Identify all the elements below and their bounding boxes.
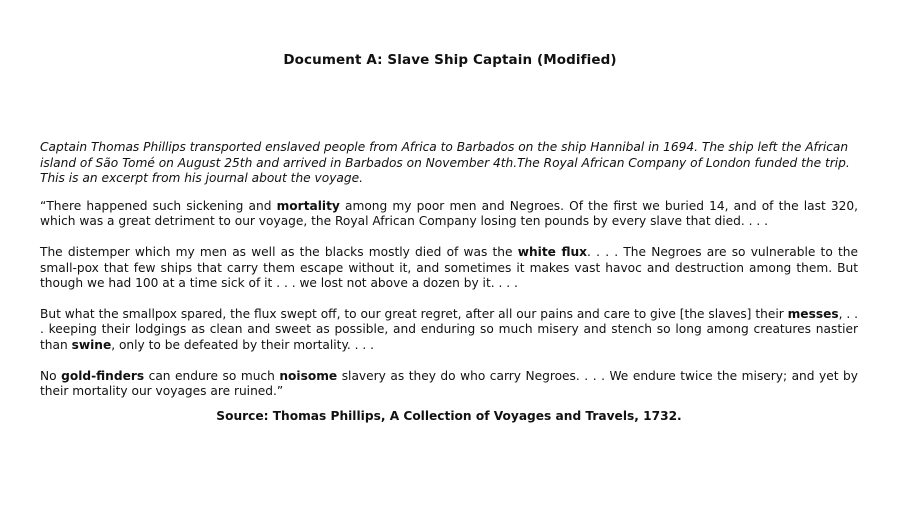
paragraph-2-text-c: . . . . The Negroes are so vulnerable to the small-pox that few ships that carry them escape without it, and sometimes it makes vast havoc and destruction among them. But though we had 100 at a time sick of it . . . we lost not above a dozen by it. . . . [40, 244, 858, 291]
paragraph-1-text-c: among my poor men and Negroes. Of the first we buried 14, and of the last 320, which was a great detriment to our voyage, the Royal African Company losing ten pounds by every slave that died. . . . [40, 198, 858, 229]
paragraph-4-text-c: can endure so much [144, 368, 280, 383]
paragraph-3 [40, 307, 858, 354]
paragraph-2 [40, 245, 858, 292]
document-title: Document A: Slave Ship Captain (Modified) [283, 52, 617, 68]
paragraph-1 [40, 199, 858, 230]
paragraph-4 [40, 369, 858, 400]
term-noisome: noisome [279, 368, 338, 383]
paragraph-3-text-e: , only to be defeated by their mortality. . . . [111, 337, 375, 352]
term-messes: messes [787, 306, 839, 321]
document-body [40, 140, 858, 424]
paragraph-4-text-e: slavery as they do who carry Negroes. . . . We endure twice the misery; and yet by their mortality our voyages are ruined.” [40, 368, 858, 399]
term-gold-finders: gold-finders [61, 368, 145, 383]
term-white-flux: white flux [517, 244, 588, 259]
term-mortality: mortality [276, 198, 340, 213]
source-citation: Source: Thomas Phillips, A Collection of Voyages and Travels, 1732. [216, 408, 682, 423]
term-swine: swine [71, 337, 112, 352]
paragraph-3-text-a: But what the smallpox spared, the flux swept off, to our great regret, after all our pains and care to give [the slaves] their [40, 306, 788, 321]
paragraph-1-text-a: “There happened such sickening and [40, 198, 277, 213]
paragraph-3-text-c: , . . . keeping their lodgings as clean and sweet as possible, and enduring so much misery and stench so long among creatures nastier than [40, 306, 858, 352]
intro-paragraph: Captain Thomas Phillips transported enslaved people from Africa to Barbados on the ship Hannibal in 1694. The ship left the African island of São Tomé on August 25th and arrived in Barbados on November 4th.The Royal African Company of London funded the trip. This is an excerpt from his journal about the voyage. [40, 140, 850, 186]
paragraph-4-text-a: No [40, 368, 62, 383]
paragraph-2-text-a: The distemper which my men as well as the blacks mostly died of was the [40, 244, 518, 259]
